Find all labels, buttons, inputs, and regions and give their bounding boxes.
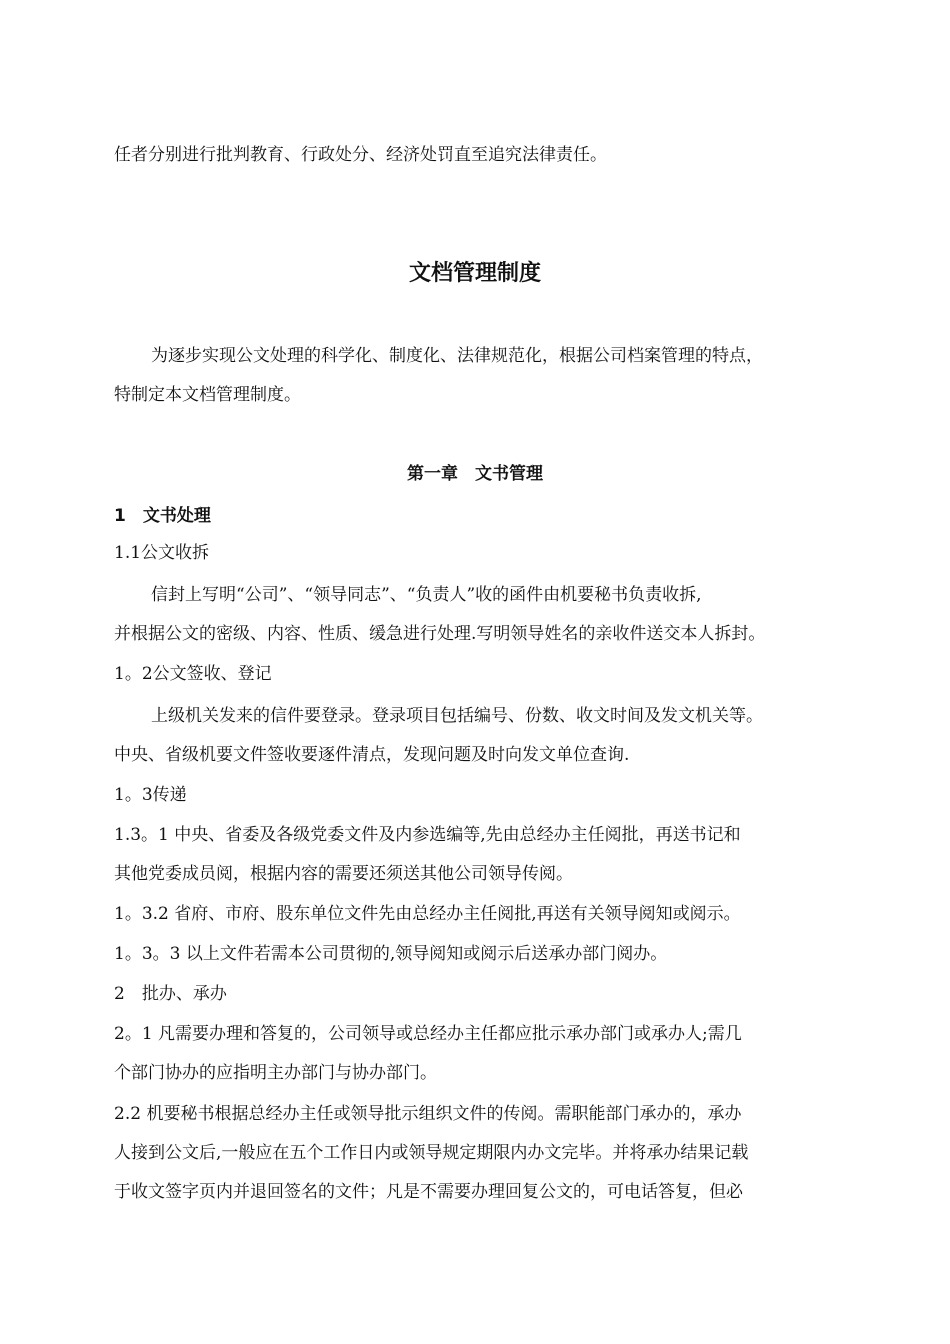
subsection-1-1-line-1: 信封上写明“公司”、“领导同志”、“负责人”收的函件由机要秘书负责收拆, xyxy=(151,585,702,605)
section-2-heading: 2 批办、承办 xyxy=(114,984,227,1004)
item-1-3-3: 1。3。3 以上文件若需本公司贯彻的,领导阅知或阅示后送承办部门阅办。 xyxy=(114,944,668,964)
continuation-line: 任者分别进行批判教育、行政处分、经济处罚直至追究法律责任。 xyxy=(114,145,607,165)
item-2-1-line-2: 个部门协办的应指明主办部门与协办部门。 xyxy=(114,1063,437,1083)
subsection-1-2-heading: 1。2公文签收、登记 xyxy=(114,664,272,684)
item-2-2-line-3: 于收文签字页内并退回签名的文件；凡是不需要办理回复公文的，可电话答复，但必 xyxy=(114,1182,743,1202)
subsection-1-3-heading: 1。3传递 xyxy=(114,785,187,805)
chapter-heading: 第一章 文书管理 xyxy=(407,464,543,484)
item-2-2-line-2: 人接到公文后,一般应在五个工作日内或领导规定期限内办文完毕。并将承办结果记载 xyxy=(114,1143,749,1163)
item-1-3-1-line-1: 1.3。1 中央、省委及各级党委文件及内参选编等,先由总经办主任阅批，再送书记和 xyxy=(114,825,741,845)
subsection-1-2-line-2: 中央、省级机要文件签收要逐件清点，发现问题及时向发文单位查询. xyxy=(114,745,630,765)
item-1-3-1-line-2: 其他党委成员阅，根据内容的需要还须送其他公司领导传阅。 xyxy=(114,864,573,884)
subsection-1-2-line-1: 上级机关发来的信件要登录。登录项目包括编号、份数、收文时间及发文机关等。 xyxy=(151,706,763,726)
item-2-2-line-1: 2.2 机要秘书根据总经办主任或领导批示组织文件的传阅。需职能部门承办的，承办 xyxy=(114,1104,742,1124)
intro-line-1: 为逐步实现公文处理的科学化、制度化、法律规范化，根据公司档案管理的特点， xyxy=(151,346,763,366)
subsection-1-1-heading: 1.1公文收拆 xyxy=(114,543,210,563)
subsection-1-1-line-2: 并根据公文的密级、内容、性质、缓急进行处理.写明领导姓名的亲收件送交本人拆封。 xyxy=(114,624,766,644)
document-title: 文档管理制度 xyxy=(408,261,541,286)
intro-line-2: 特制定本文档管理制度。 xyxy=(114,385,301,405)
item-2-1-line-1: 2。1 凡需要办理和答复的，公司领导或总经办主任都应批示承办部门或承办人;需几 xyxy=(114,1024,742,1044)
section-1-heading: 1 文书处理 xyxy=(114,506,211,526)
item-1-3-2: 1。3.2 省府、市府、股东单位文件先由总经办主任阅批,再送有关领导阅知或阅示。 xyxy=(114,904,741,924)
